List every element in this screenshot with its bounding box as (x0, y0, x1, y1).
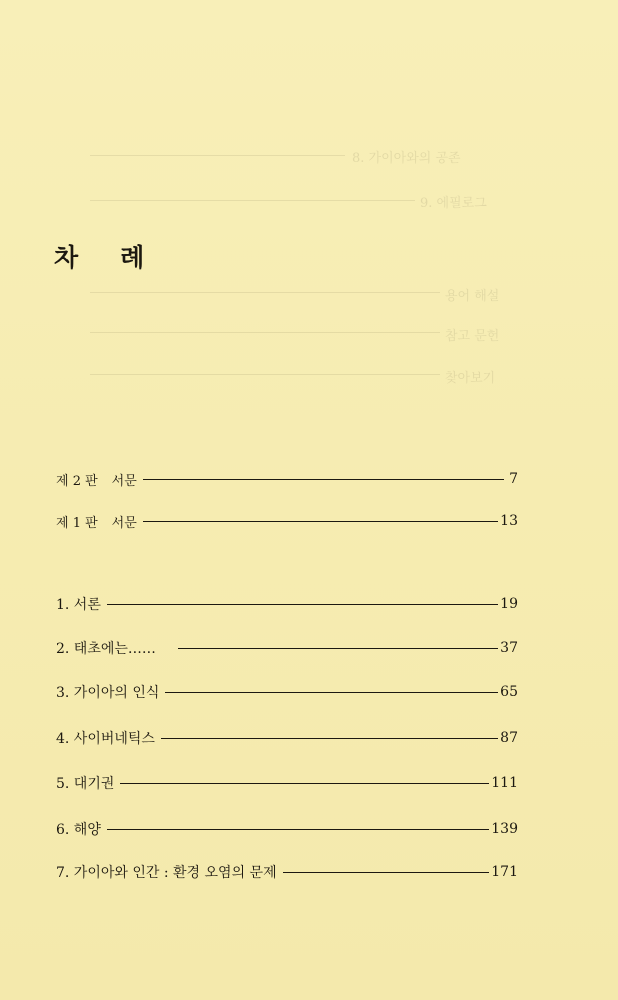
toc-entry-prefix: 제 1 판 (56, 515, 98, 531)
bleed-through-text: 8. 가이아와의 공존 (352, 151, 461, 166)
toc-entry-label (56, 470, 143, 489)
toc-page-number: 65 (500, 684, 518, 700)
toc-title (54, 238, 146, 274)
toc-entry-label: 3. 가이아의 인식 (56, 685, 160, 701)
toc-page-number: 87 (500, 730, 518, 746)
bleed-through-line (90, 155, 345, 156)
toc-entry-label: 4. 사이버네틱스 (56, 731, 155, 747)
bleed-through-text: 용어 해설 (445, 289, 500, 304)
toc-entry-chapter-5[interactable] (56, 771, 518, 795)
toc-entry-title: 서문 (111, 515, 137, 531)
bleed-through-text: 참고 문헌 (445, 329, 500, 344)
toc-leader-line (143, 479, 504, 480)
bleed-through-line (90, 332, 440, 333)
toc-entry-chapter-2[interactable] (56, 636, 518, 660)
toc-leader-line (161, 738, 498, 739)
toc-leader-line (143, 521, 498, 522)
toc-entry-chapter-7[interactable] (56, 860, 518, 884)
toc-entry-label: 6. 해양 (56, 822, 101, 838)
toc-page-number: 171 (491, 864, 518, 880)
bleed-through-text: 9. 에필로그 (420, 196, 487, 211)
toc-entry-chapter-1[interactable] (56, 592, 518, 616)
toc-entry-label (56, 512, 143, 531)
toc-page-number: 139 (491, 821, 518, 837)
toc-leader-line (120, 783, 489, 784)
toc-entry-prefix: 제 2 판 (56, 473, 98, 489)
toc-entry-label: 1. 서론 (56, 597, 101, 613)
bleed-through-line (90, 200, 415, 201)
toc-page-number: 111 (491, 775, 518, 791)
bleed-through-text: 찾아보기 (445, 371, 496, 386)
toc-page-number: 13 (500, 513, 518, 529)
bleed-through-line (90, 292, 440, 293)
toc-entry-label: 2. 태초에는…… (56, 641, 156, 657)
toc-leader-line (178, 648, 498, 649)
toc-page-number: 19 (500, 596, 518, 612)
toc-entry-chapter-3[interactable] (56, 680, 518, 704)
toc-leader-line (107, 604, 498, 605)
toc-entry-chapter-4[interactable] (56, 726, 518, 750)
toc-entry-label: 7. 가이아와 인간 : 환경 오염의 문제 (56, 865, 277, 881)
toc-title-char: 차 (54, 243, 81, 272)
toc-entry-chapter-6[interactable] (56, 817, 518, 841)
toc-leader-line (107, 829, 489, 830)
toc-entry-title: 서문 (111, 473, 137, 489)
toc-page-number: 7 (509, 471, 518, 487)
toc-leader-line (165, 692, 498, 693)
toc-entry-preface-1[interactable] (56, 509, 518, 533)
toc-entry-label: 5. 대기권 (56, 776, 115, 792)
toc-title-char: 례 (120, 243, 147, 272)
toc-entry-preface-2[interactable] (56, 467, 518, 491)
bleed-through-line (90, 374, 440, 375)
toc-page-number: 37 (500, 640, 518, 656)
toc-leader-line (283, 872, 490, 873)
